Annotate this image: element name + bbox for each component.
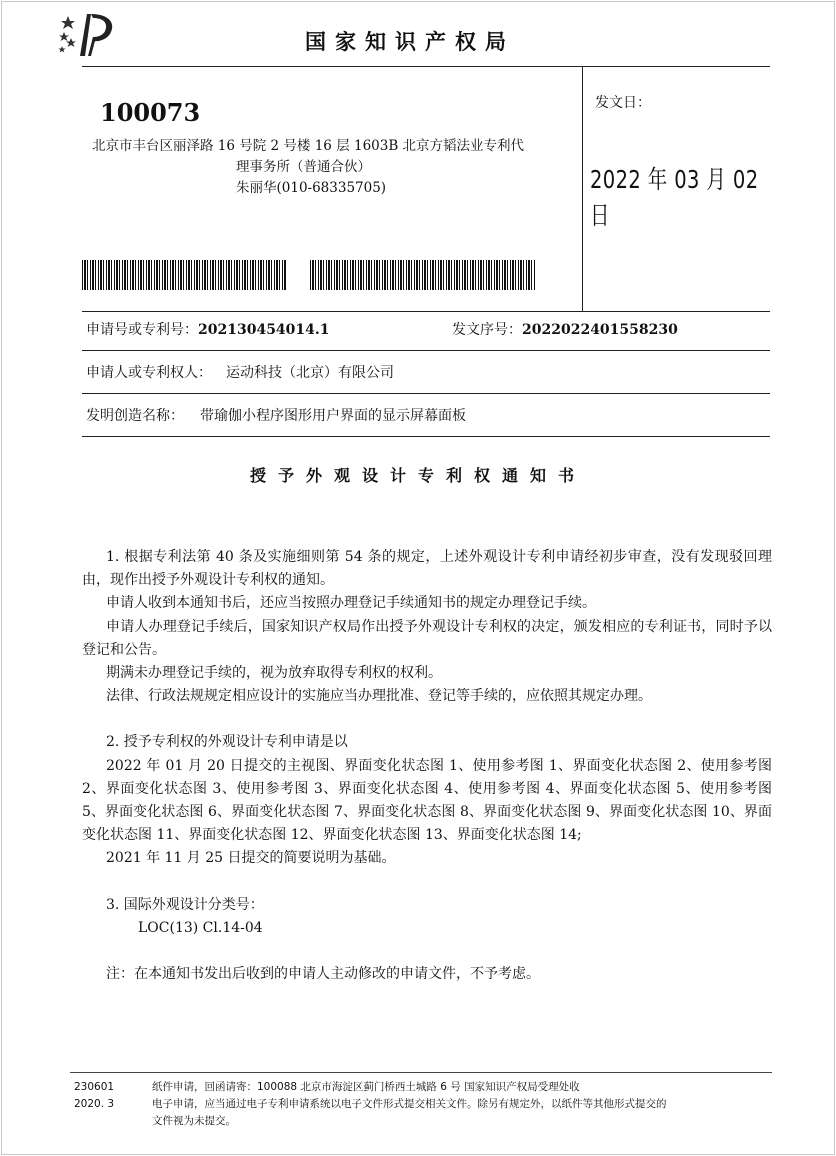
footer-electronic-line-1: 电子申请，应当通过电子专利申请系统以电子文件形式提交相关文件。除另有规定外，以纸件等其他形式提交的 [152, 1098, 667, 1110]
section-2-para-3: 2021 年 11 月 25 日提交的简要说明为基础。 [106, 850, 396, 867]
invention-row [86, 405, 466, 425]
applicant-name: 运动科技（北京）有限公司 [226, 365, 394, 381]
applicant-row [86, 362, 394, 382]
application-number: 202130454014.1 [198, 322, 330, 338]
application-number-row [86, 319, 330, 339]
section-1-para-2: 申请人收到本通知书后，还应当按照办理登记手续通知书的规定办理登记手续。 [106, 595, 596, 612]
form-code: 230601 [74, 1081, 115, 1093]
postal-code: 100073 [100, 98, 201, 127]
application-number-label: 申请号或专利号： [86, 322, 198, 338]
section-2-para-2: 2022 年 01 月 20 日提交的主视图、界面变化状态图 1、使用参考图 1、界面变化状态图 2、使用参考图 2、界面变化状态图 3、使用参考图 3、界面变化状态图 4、使用参考图 4、界面变化状态图 5、使用参考图 5、界面变化状态图 6、界面变化状态图 7、界面变化状态图 8、界面变化状态图 9、界面变化状态图 10、界面变化状态图 11、界面变化状态图 12、界面变化状态图 13、界面变化状态图 14; [82, 757, 772, 844]
footer-electronic-line-2: 文件视为未提交。 [152, 1115, 236, 1127]
section-1-para-4: 期满未办理登记手续的，视为放弃取得专利权的权利。 [106, 665, 442, 682]
footer-paper-line: 纸件申请，回函请寄：100088 北京市海淀区蓟门桥西土城路 6 号 国家知识产权局受理处收 [152, 1081, 580, 1093]
address-divider [582, 66, 583, 311]
notice-title: 授予外观设计专利权通知书 [249, 466, 586, 485]
dispatch-date-label: 发文日： [595, 95, 651, 111]
dispatch-date: 2022 年 03 月 02 日 [590, 165, 759, 230]
form-date: 2020. 3 [74, 1098, 115, 1110]
serial-number: 2022022401558230 [522, 322, 678, 338]
section-3: 3. 国际外观设计分类号： [106, 896, 264, 913]
rule-3 [82, 393, 770, 394]
invention-name: 带瑜伽小程序图形用户界面的显示屏幕面板 [200, 408, 466, 424]
applicant-label: 申请人或专利权人： [86, 365, 212, 381]
note: 注：在本通知书发出后收到的申请人主动修改的申请文件，不予考虑。 [106, 966, 540, 983]
section-1-para-5: 法律、行政法规规定相应设计的实施应当办理批准、登记等手续的，应依照其规定办理。 [106, 688, 652, 705]
footer-rule [70, 1072, 772, 1073]
section-2: 2. 授予专利权的外观设计专利申请是以 [106, 734, 348, 751]
address-line-1: 北京市丰台区丽泽路 16 号院 2 号楼 16 层 1603B 北京方韬法业专利代 [92, 138, 525, 154]
barcode-right [310, 260, 535, 290]
barcode-left [82, 260, 287, 290]
section-1: 1. 根据专利法第 40 条及实施细则第 54 条的规定，上述外观设计专利申请经初步审查，没有发现驳回理由，现作出授予外观设计专利权的通知。 [82, 549, 772, 589]
header-rule [82, 66, 770, 67]
notice-body [82, 546, 772, 986]
serial-number-label: 发文序号： [452, 322, 522, 338]
rule-1 [82, 311, 770, 312]
section-1-para-3: 申请人办理登记手续后，国家知识产权局作出授予外观设计专利权的决定，颁发相应的专利证书，同时予以登记和公告。 [82, 618, 772, 658]
rule-2 [82, 350, 770, 351]
serial-number-row [452, 319, 678, 339]
invention-label: 发明创造名称： [86, 408, 184, 424]
office-name: 国家知识产权局 [305, 30, 515, 54]
rule-4 [82, 436, 770, 437]
address-line-2: 理事务所（普通合伙） [236, 159, 371, 175]
cnipa-logo [58, 10, 120, 58]
contact-line: 朱丽华(010-68335705) [236, 180, 387, 196]
classification-code: LOC(13) Cl.14-04 [138, 919, 263, 936]
